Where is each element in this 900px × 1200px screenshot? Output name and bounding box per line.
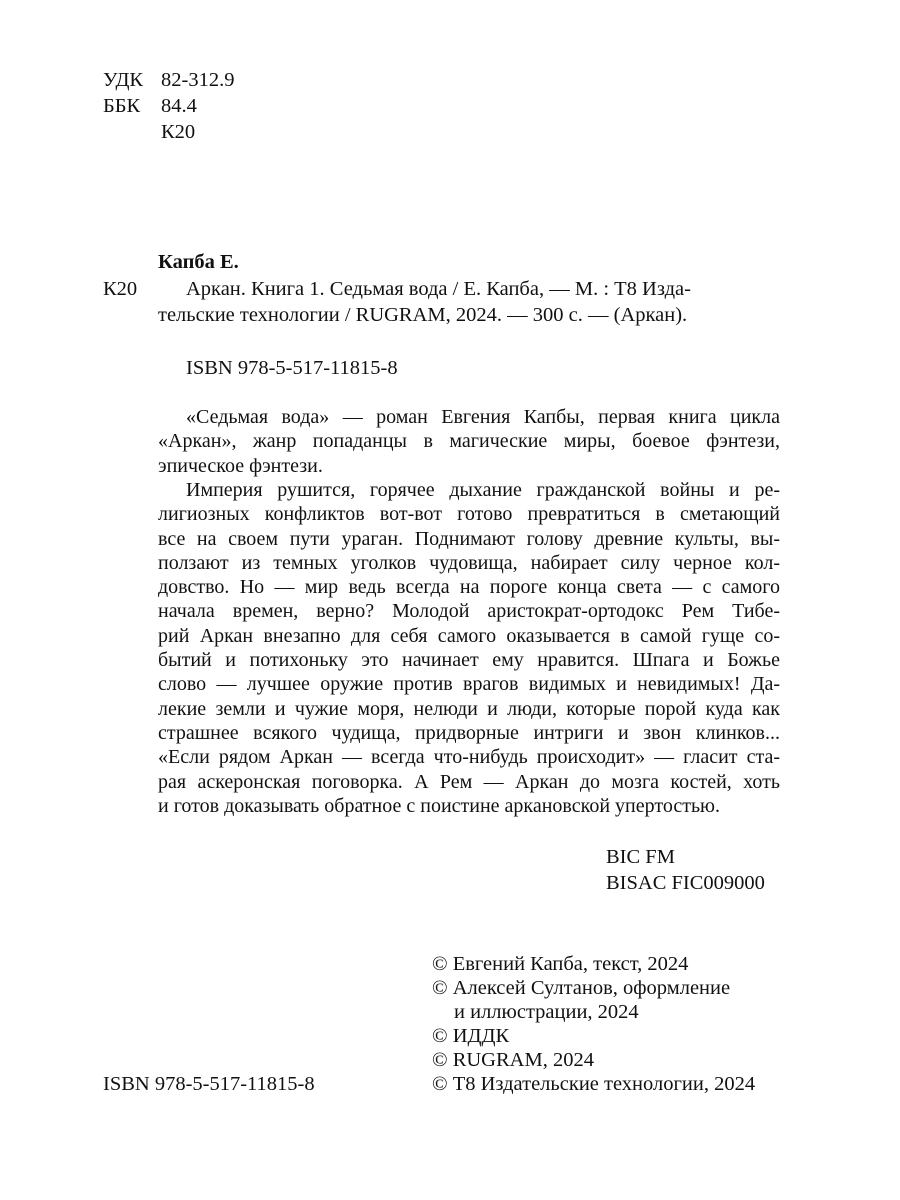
record-title-line-2: тельские технологии / RUGRAM, 2024. — 300 с. — (Аркан). xyxy=(158,304,688,326)
record-author: Капба Е. xyxy=(158,251,239,273)
annotation-paragraph-2 xyxy=(158,478,780,818)
copyright-design: © Алексей Султанов, оформление xyxy=(432,977,731,999)
udk-value: 82-312.9 xyxy=(161,69,235,91)
record-code: К20 xyxy=(103,278,138,300)
copyright-rugram: © RUGRAM, 2024 xyxy=(432,1049,594,1071)
annotation-line: страшнее всякого чудища, придворные интриги и звон клинков... xyxy=(158,721,780,744)
annotation-line: довство. Но — мир ведь всегда на пороге конца света — с самого xyxy=(158,576,780,599)
annotation-line: ползают из темных уголков чудовища, набирает силу черное кол- xyxy=(158,551,780,574)
annotation-line: начала времен, верно? Молодой аристократ-ортодокс Рем Тибе- xyxy=(158,600,780,623)
annotation-line: рая аскеронская поговорка. А Рем — Аркан до мозга костей, хоть xyxy=(158,770,780,793)
copyright-design-continued: и иллюстрации, 2024 xyxy=(454,1001,639,1023)
annotation-line: рий Аркан внезапно для себя самого оказывается в самой гуще со- xyxy=(158,624,780,647)
bbk-line xyxy=(103,94,197,118)
annotation-line: «Седьмая вода» — роман Евгения Капбы, первая книга цикла xyxy=(186,406,780,428)
annotation-line: бытий и потихоньку это начинает ему нравится. Шпага и Божье xyxy=(158,649,780,672)
record-isbn: ISBN 978-5-517-11815-8 xyxy=(186,357,398,379)
bisac-code: BISAC FIC009000 xyxy=(606,872,765,894)
annotation-line: лигиозных конфликтов вот-вот готово превратиться в сметающий xyxy=(158,503,780,526)
annotation-line: эпическое фэнтези. xyxy=(158,454,323,477)
annotation-line: и готов доказывать обратное с поистине аркановской упертостью. xyxy=(158,794,721,817)
copyright-block xyxy=(432,952,755,1096)
copyright-text: © Евгений Капба, текст, 2024 xyxy=(432,953,689,975)
bic-code: BIC FM xyxy=(606,846,675,868)
annotation-paragraph-1 xyxy=(158,405,780,478)
author-mark: К20 xyxy=(161,121,196,143)
annotation-line: «Если рядом Аркан — всегда что-нибудь происходит» — гласит ста- xyxy=(158,746,780,769)
bbk-label: ББК xyxy=(103,95,141,117)
footer-isbn: ISBN 978-5-517-11815-8 xyxy=(103,1073,315,1095)
annotation-line: «Аркан», жанр попаданцы в магические миры, боевое фэнтези, xyxy=(158,430,780,453)
annotation-line: все на своем пути ураган. Поднимают голову древние культы, вы- xyxy=(158,527,780,550)
udk-label: УДК xyxy=(103,69,144,91)
annotation-line: Империя рушится, горячее дыхание гражданской войны и ре- xyxy=(186,479,780,501)
udk-line xyxy=(103,68,234,92)
annotation-line: слово — лучшее оружие против врагов видимых и невидимых! Да- xyxy=(158,673,780,696)
record-title-line-1: Аркан. Книга 1. Седьмая вода / Е. Капба, — М. : Т8 Изда- xyxy=(186,278,691,300)
bbk-value: 84.4 xyxy=(161,95,197,117)
copyright-t8: © Т8 Издательские технологии, 2024 xyxy=(432,1073,756,1095)
copyright-iddk: © ИДДК xyxy=(432,1025,510,1047)
annotation-line: лекие земли и чужие моря, нелюди и люди, которые порой куда как xyxy=(158,697,780,720)
